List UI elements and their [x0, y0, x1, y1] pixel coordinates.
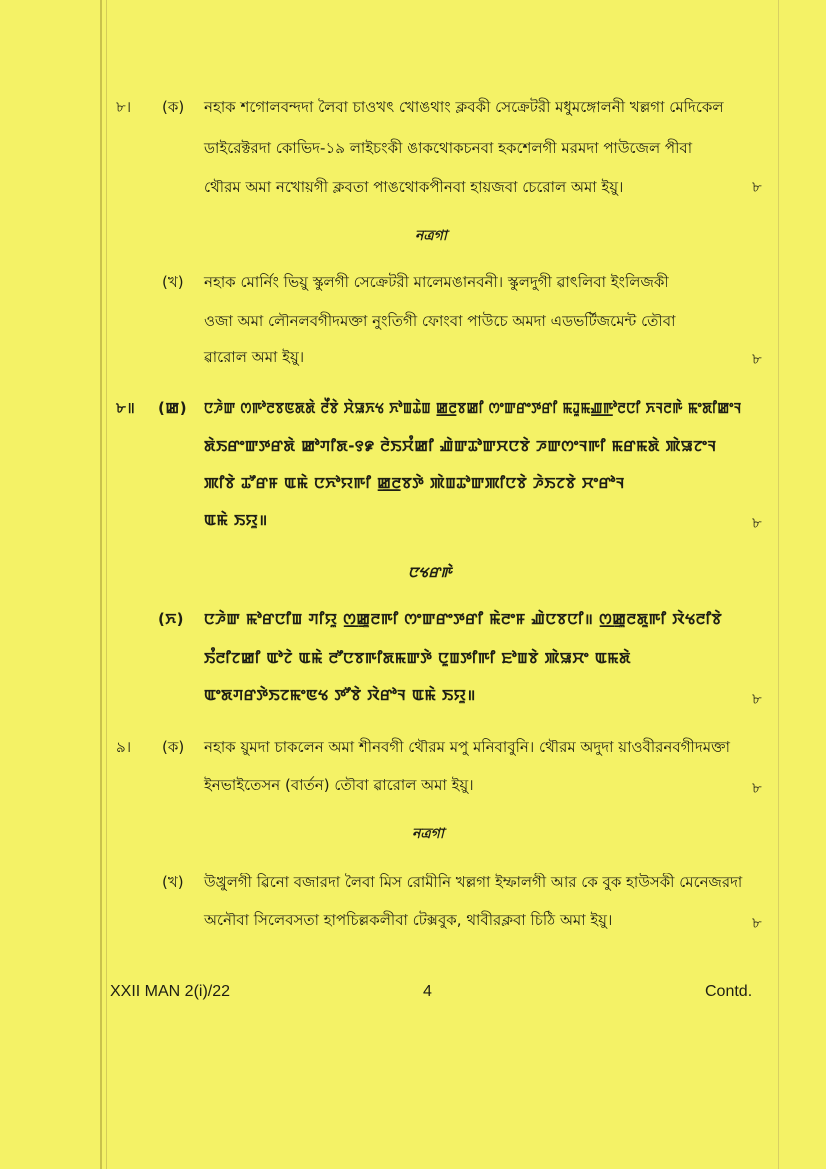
q8b-line-1: নহাক মোর্নিং ভিয়ু স্কুলগী সেক্রেটরী মালেমঙানবনী। স্কুলদুগী ৱাৎলিবা ইংলিজকী	[204, 273, 669, 291]
q8-mm-b-line-3: ꯑꯦꯗꯚꯔꯇꯥꯏꯖꯃꯦꯟꯠ ꯇꯧꯕꯥ ꯋꯥꯔꯣꯜ ꯑꯃꯥ ꯏꯌꯨ॥	[204, 686, 476, 704]
q8-mm-number: ৮॥	[116, 399, 136, 417]
q8b-line-2: ওজা অমা লৌনলবগীদমক্তা নুংতিগী ফোংবা পাউচে অমদা এডভর্টিজমেন্ট তৌবা	[204, 312, 676, 330]
q8-mm-a-line-1: ꯅꯍꯥꯛ ꯁꯒꯣꯂꯕꯟꯗꯗꯥ ꯂꯩꯕꯥ ꯆꯥꯎꯈꯠ ꯈꯣꯡꯊꯥꯡ ꯀ꯭ꯂꯕꯀꯤ ꯁꯦꯛꯔꯦꯇꯔꯤ ꯃꯙꯨꯃꯉ꯭ꯒꯣꯂꯅꯤ ꯈꯜꯂꯒꯥ ꯃꯦꯗꯤꯀꯦꯜ	[204, 399, 742, 417]
q8b-marks: ৮	[752, 350, 762, 368]
q8a-line-3: থৌরম অমা নখোয়গী ক্লবতা পাঙথোকপীনবা হায়জবা চেরোল অমা ইয়ু।	[204, 178, 624, 196]
q8-mm-or-heading: ꯅꯠꯔꯒꯥ	[408, 565, 452, 581]
q8a-label: (ক)	[162, 98, 185, 116]
q8-or-heading: নত্রগা	[415, 228, 447, 244]
contd-label: Contd.	[705, 983, 753, 1000]
q8-mm-a-line-2: ꯗꯥꯏꯔꯦꯛꯇꯔꯗꯥ ꯀꯣꯚꯤꯗ-꯱꯹ ꯂꯥꯏꯆꯪꯀꯤ ꯉꯥꯛꯊꯣꯛꯆꯅꯕꯥ ꯍꯛꯁꯦꯜꯒꯤ ꯃꯔꯃꯗꯥ ꯄꯥꯎꯖꯦꯜ	[204, 437, 717, 455]
q9b-line-1: উখ্রুলগী ৱিনো বজারদা লৈবা মিস রোমীনি খল্লগা ইম্ফালগী আর কে বুক হাউসকী মেনেজরদা	[204, 873, 743, 891]
q9-number: ৯।	[116, 738, 132, 756]
q8b-label: (খ)	[162, 273, 184, 291]
q8-mm-b-line-1: ꯅꯍꯥꯛ ꯃꯣꯔꯅꯤꯡ ꯚꯤꯌꯨ ꯁ꯭ꯀꯨꯂꯒꯤ ꯁꯦꯛꯔꯦꯇꯔꯤ ꯃꯥꯂꯦꯝ ꯉꯥꯅꯕꯅꯤ॥ ꯁ꯭ꯀꯨꯂꯗꯨꯒꯤ ꯋꯥꯠꯂꯤꯕꯥ	[204, 610, 723, 628]
q9b-line-2: অনৌবা সিলেবসতা হাপচিল্লকলীবা টেক্সবুক, থাবীরক্লবা চিঠি অমা ইয়ু।	[204, 911, 613, 929]
q9b-marks: ৮	[752, 914, 762, 932]
page-number: 4	[423, 983, 432, 1000]
q9-or-heading: নত্রগা	[412, 826, 444, 842]
q8-mm-b-line-2: ꯏꯪꯂꯤꯖꯀꯤ ꯑꯣꯖꯥ ꯑꯃꯥ ꯂꯧꯅꯕꯒꯤꯗꯃꯛꯇꯥ ꯅꯨꯡꯇꯤꯒꯤ ꯐꯣꯡꯕꯥ ꯄꯥꯎꯆꯦ ꯑꯃꯗꯥ	[204, 649, 631, 667]
q8-mm-a-line-4: ꯑꯃꯥ ꯏꯌꯨ॥	[204, 511, 268, 529]
q8-number: ৮।	[116, 98, 132, 116]
margin-line-left-inner	[106, 0, 107, 1169]
q9a-label: (ক)	[162, 738, 185, 756]
q9b-label: (খ)	[162, 873, 184, 891]
paper-code: XXII MAN 2(i)/22	[110, 983, 231, 1000]
q8-mm-a-line-3: ꯄꯤꯕꯥ ꯊꯧꯔꯝ ꯑꯃꯥ ꯅꯈꯣꯌꯒꯤ ꯀ꯭ꯂꯕꯇꯥ ꯄꯥꯡꯊꯣꯛꯄꯤꯅꯕꯥ ꯍꯥꯏꯖꯕꯥ ꯆꯦꯔꯣꯜ	[204, 474, 625, 492]
q8a-line-2: ডাইরেক্টরদা কোভিদ-১৯ লাইচংকী ঙাকথোকচনবা হকশেলগী মরমদা পাউজেল পীবা	[204, 139, 693, 157]
q8-mm-a-marks: ৮	[752, 514, 762, 532]
q8-mm-a-label: (ꯀ)	[158, 399, 188, 417]
margin-line-right	[778, 0, 779, 1169]
q8a-marks: ৮	[752, 178, 762, 196]
q8b-line-3: ৱারোল অমা ইয়ু।	[204, 348, 305, 366]
q8-mm-b-marks: ৮	[752, 690, 762, 708]
q9a-marks: ৮	[752, 779, 762, 797]
q8a-line-1: নহাক শগোলবন্দদা লৈবা চাওখৎ খোঙথাং ক্লবকী সেক্রেটরী মধুমঙ্গোলনী খল্লগা মেদিকেল	[204, 98, 724, 116]
q9a-line-1: নহাক য়ুমদা চাকলেন অমা শীনবগী থৌরম মপু মনিবাবুনি। থৌরম অদুদা য়াওবীরনবগীদমক্তা	[204, 738, 730, 756]
q9a-line-2: ইনভাইতেসন (বার্তন) তৌবা ৱারোল অমা ইয়ু।	[204, 776, 474, 794]
margin-line-left	[100, 0, 102, 1169]
q8-mm-b-label: (ꯈ)	[158, 610, 184, 628]
